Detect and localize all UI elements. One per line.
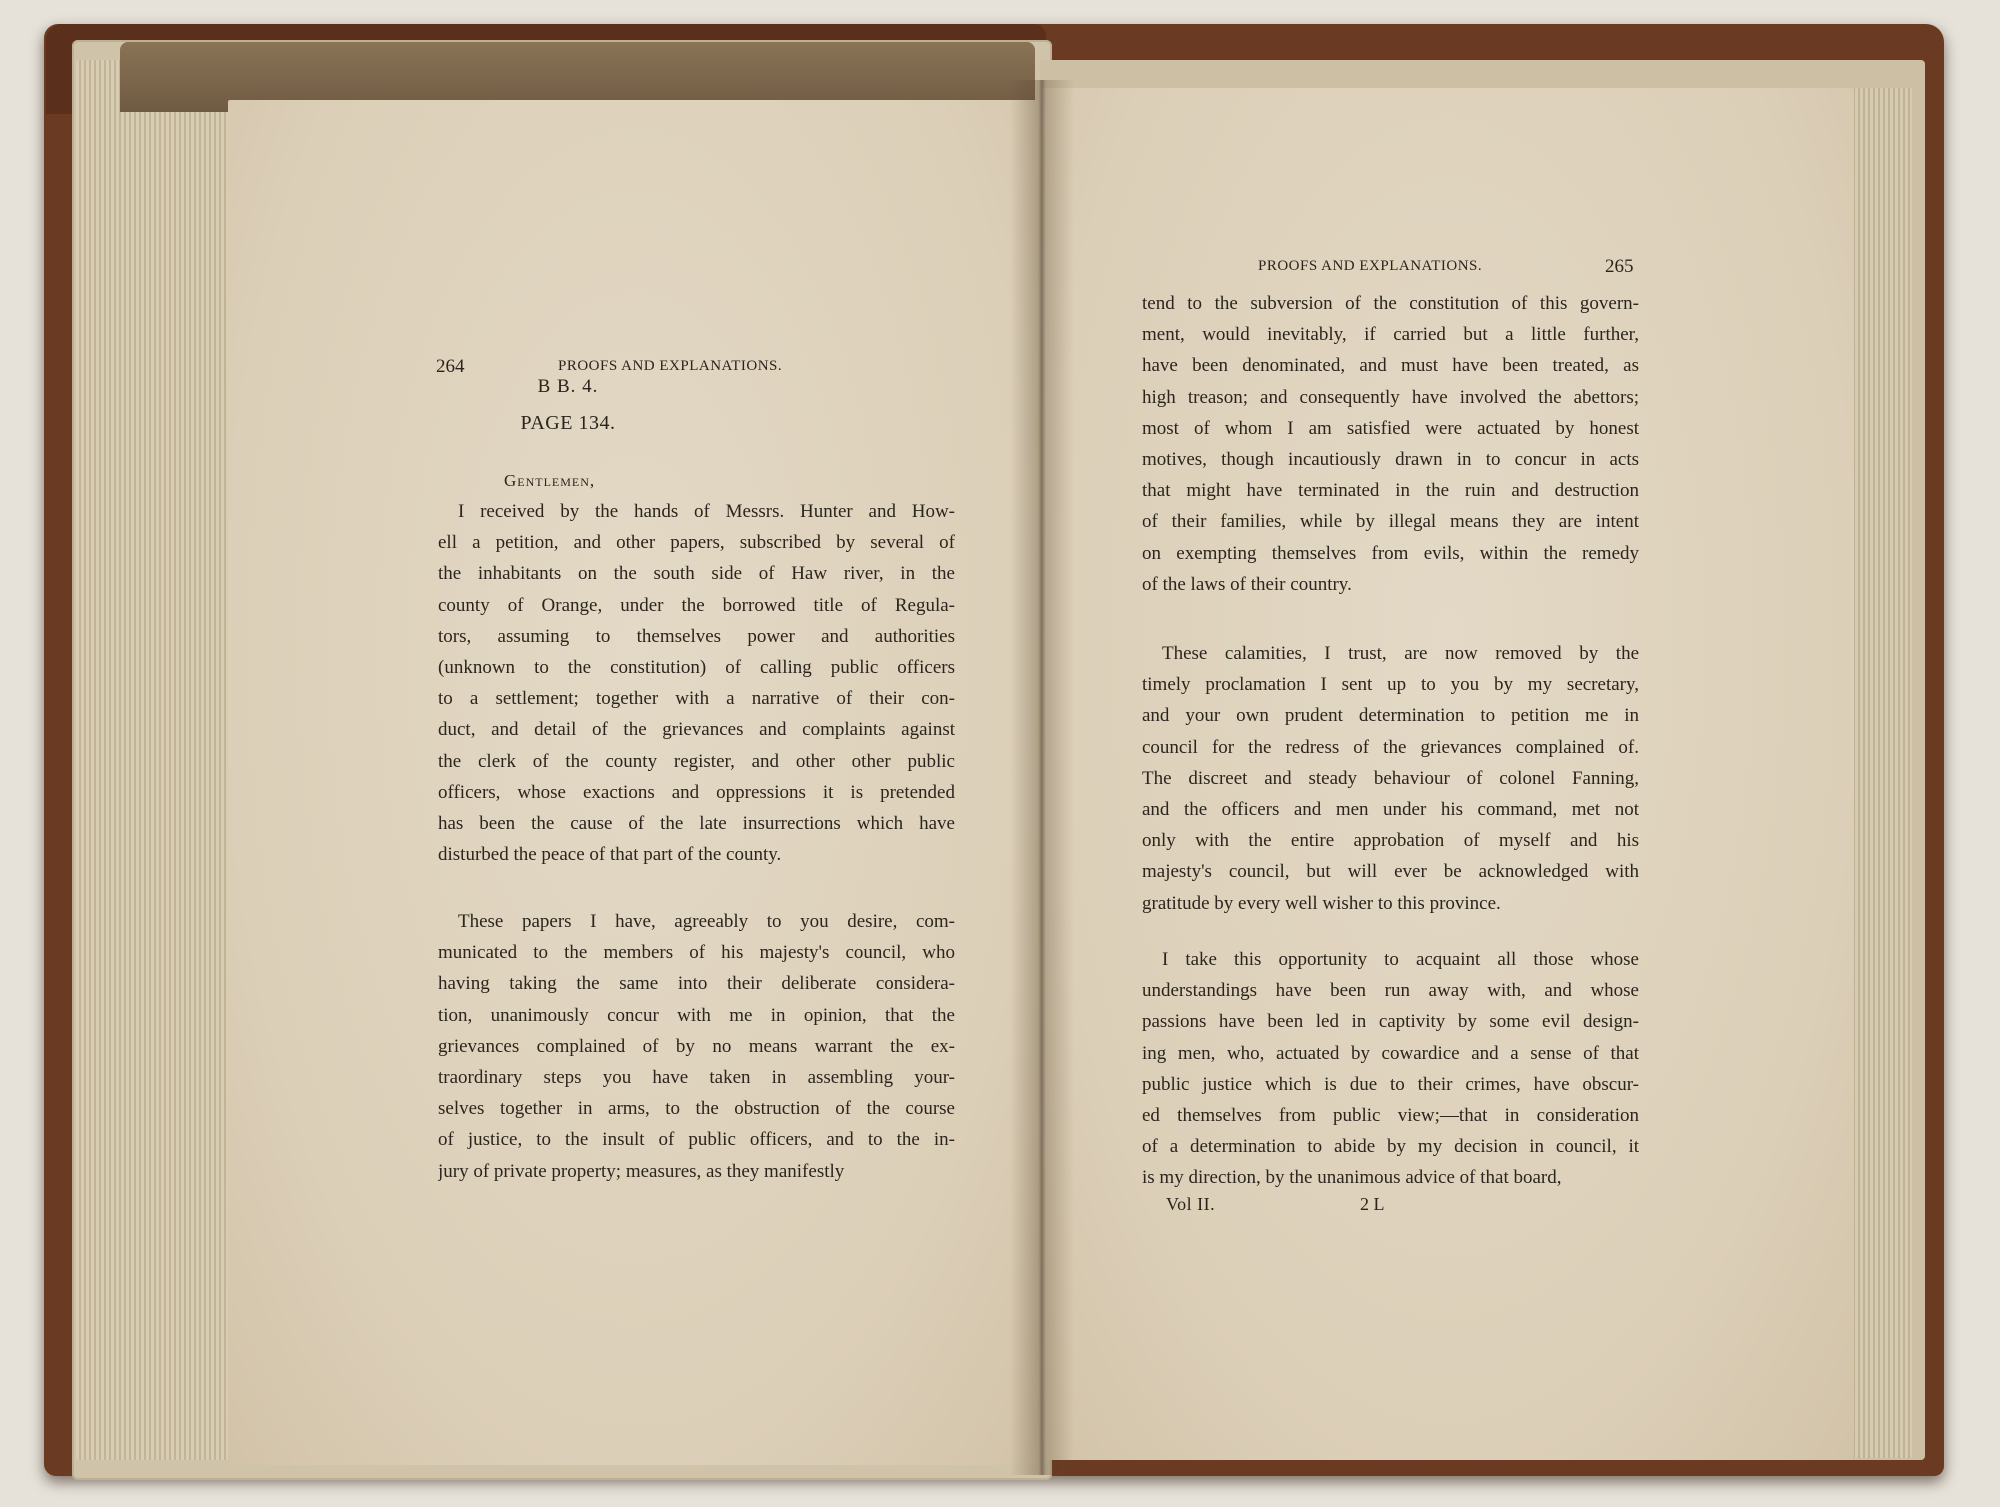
right-page bbox=[1042, 88, 1854, 1460]
text-line: high treason; and consequently have involved the abettors; bbox=[1142, 386, 1639, 408]
text-line: on exempting themselves from evils, within the remedy bbox=[1142, 542, 1639, 564]
text-line: motives, though incautiously drawn in to concur in acts bbox=[1142, 448, 1639, 470]
text-line: grievances complained of by no means warrant the ex- bbox=[438, 1035, 955, 1057]
text-line: of justice, to the insult of public officers, and to the in- bbox=[438, 1129, 955, 1151]
text-line: of their families, while by illegal means they are intent bbox=[1142, 511, 1639, 533]
right-fore-edge bbox=[1850, 88, 1912, 1458]
text-line: traordinary steps you have taken in assembling your- bbox=[438, 1066, 955, 1088]
text-line: The discreet and steady behaviour of colonel Fanning, bbox=[1142, 767, 1639, 789]
text-line: county of Orange, under the borrowed title of Regula- bbox=[438, 594, 955, 616]
text-line: tend to the subversion of the constitution of this govern- bbox=[1142, 293, 1639, 314]
footer-signature: 2 L bbox=[1360, 1194, 1385, 1214]
text-line: have been denominated, and must have been treated, as bbox=[1142, 355, 1639, 377]
text-line: most of whom I am satisfied were actuated by honest bbox=[1142, 417, 1639, 439]
text-line: jury of private property; measures, as they manifestly bbox=[438, 1160, 845, 1182]
text-line: officers, whose exactions and oppressions it is pretended bbox=[438, 781, 955, 803]
salutation-text: Gentlemen, bbox=[504, 471, 596, 490]
right-paragraph-3 bbox=[1142, 944, 1639, 1194]
text-line: has been the cause of the late insurrections which have bbox=[438, 812, 955, 834]
text-line: timely proclamation I sent up to you by my secretary, bbox=[1142, 674, 1639, 696]
text-line: only with the entire approbation of myself and his bbox=[1142, 830, 1639, 852]
right-paragraph-2 bbox=[1142, 638, 1639, 919]
text-line: public justice which is due to their crimes, have obscur- bbox=[1142, 1073, 1639, 1095]
running-head: PROOFS AND EXPLANATIONS. bbox=[558, 358, 783, 374]
text-line: (unknown to the constitution) of calling public officers bbox=[438, 656, 955, 678]
text-line: municated to the members of his majesty's council, who bbox=[438, 942, 955, 964]
text-line: tors, assuming to themselves power and authorities bbox=[438, 625, 955, 647]
page-number: 264 bbox=[436, 356, 465, 377]
right-paragraph-1 bbox=[1142, 288, 1639, 600]
text-line: I take this opportunity to acquaint all those whose bbox=[1162, 949, 1639, 970]
text-line: and your own prudent determination to petition me in bbox=[1142, 705, 1639, 727]
left-page bbox=[228, 100, 1038, 1465]
text-line: and the officers and men under his command, met not bbox=[1142, 798, 1639, 820]
text-line: of the laws of their country. bbox=[1142, 573, 1352, 595]
footer-volume: Vol II. bbox=[1166, 1194, 1216, 1214]
running-head: PROOFS AND EXPLANATIONS. bbox=[1258, 258, 1483, 274]
text-line: ing men, who, actuated by cowardice and a sense of that bbox=[1142, 1042, 1639, 1064]
page-number: 265 bbox=[1605, 256, 1634, 277]
text-line: council for the redress of the grievances complained of. bbox=[1142, 736, 1639, 758]
text-line: These calamities, I trust, are now removed by the bbox=[1162, 643, 1639, 664]
page-reference: PAGE 134. bbox=[520, 412, 616, 434]
left-paragraph-2 bbox=[438, 906, 955, 1187]
text-line: understandings have been run away with, and whose bbox=[1142, 980, 1639, 1002]
text-line: that might have terminated in the ruin and destruction bbox=[1142, 480, 1639, 502]
text-line: disturbed the peace of that part of the county. bbox=[438, 844, 782, 866]
text-line: is my direction, by the unanimous advice of that board, bbox=[1142, 1167, 1562, 1189]
gutter-shadow bbox=[1010, 80, 1074, 1475]
text-line: to a settlement; together with a narrative of their con- bbox=[438, 688, 955, 710]
text-line: ell a petition, and other papers, subscribed by several of bbox=[438, 532, 955, 554]
text-line: the clerk of the county register, and other other public bbox=[438, 750, 955, 772]
text-line: having taking the same into their deliberate considera- bbox=[438, 973, 955, 995]
salutation bbox=[504, 465, 595, 496]
text-line: the inhabitants on the south side of Haw river, in the bbox=[438, 563, 955, 585]
text-line: of a determination to abide by my decision in council, it bbox=[1142, 1136, 1639, 1158]
left-fore-edge bbox=[76, 60, 234, 1460]
text-line: duct, and detail of the grievances and complaints against bbox=[438, 719, 955, 741]
text-line: selves together in arms, to the obstruction of the course bbox=[438, 1098, 955, 1120]
text-line: ed themselves from public view;—that in consideration bbox=[1142, 1104, 1639, 1126]
text-line: ment, would inevitably, if carried but a little further, bbox=[1142, 324, 1639, 346]
text-line: passions have been led in captivity by some evil design- bbox=[1142, 1011, 1639, 1033]
text-line: These papers I have, agreeably to you desire, com- bbox=[458, 911, 955, 932]
text-line: majesty's council, but will ever be acknowledged with bbox=[1142, 861, 1639, 883]
text-line: gratitude by every well wisher to this province. bbox=[1142, 892, 1501, 914]
left-paragraph-1 bbox=[438, 496, 955, 870]
text-line: I received by the hands of Messrs. Hunter and How- bbox=[458, 501, 955, 522]
section-label: B B. 4. bbox=[537, 376, 599, 397]
text-line: tion, unanimously concur with me in opinion, that the bbox=[438, 1004, 955, 1026]
